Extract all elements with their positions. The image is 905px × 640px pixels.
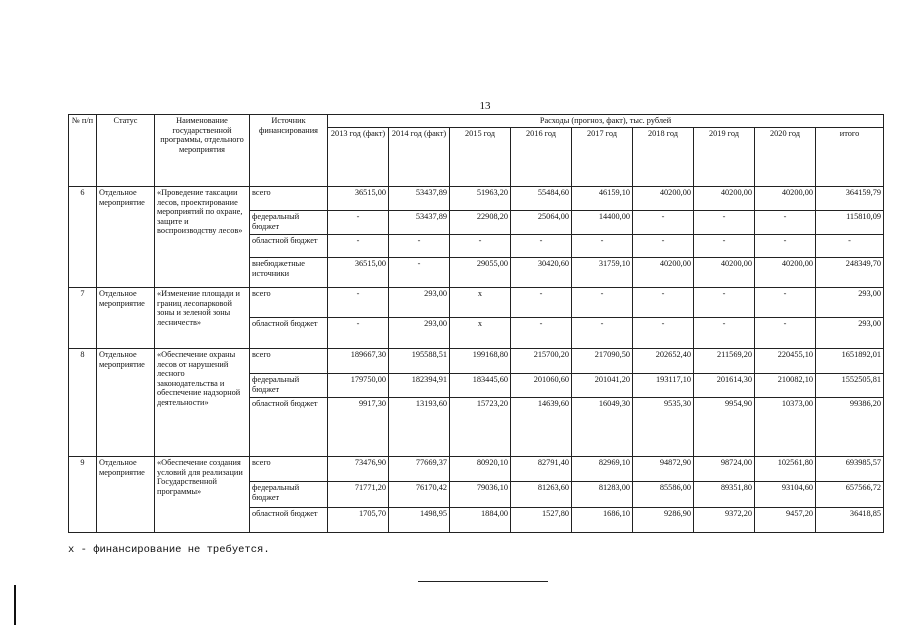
page-number: 13 xyxy=(479,100,491,112)
row-value: - xyxy=(450,235,511,258)
row-value: 22908,20 xyxy=(450,211,511,235)
row-value: 16049,30 xyxy=(572,398,633,457)
table-row xyxy=(69,187,884,211)
table-row xyxy=(69,288,884,318)
row-value: 40200,00 xyxy=(633,258,694,288)
row-total: 657566,72 xyxy=(816,482,884,508)
row-total: 248349,70 xyxy=(816,258,884,288)
row-source: внебюджетные источники xyxy=(250,258,328,288)
row-value: - xyxy=(755,318,816,349)
row-status: Отдельное мероприятие xyxy=(97,288,155,349)
row-value: 202652,40 xyxy=(633,349,694,374)
row-source: областной бюджет xyxy=(250,318,328,349)
row-value: 10373,00 xyxy=(755,398,816,457)
row-value: 1705,70 xyxy=(328,508,389,533)
row-value: - xyxy=(328,288,389,318)
row-value: - xyxy=(633,288,694,318)
row-value: - xyxy=(572,318,633,349)
row-value: 82791,40 xyxy=(511,457,572,482)
row-total: 364159,79 xyxy=(816,187,884,211)
row-value: 51963,20 xyxy=(450,187,511,211)
row-value: 40200,00 xyxy=(755,187,816,211)
row-value: 31759,10 xyxy=(572,258,633,288)
row-value: 182394,91 xyxy=(389,374,450,398)
row-value: 76170,42 xyxy=(389,482,450,508)
row-value: - xyxy=(694,211,755,235)
row-value: 1884,00 xyxy=(450,508,511,533)
row-num: 8 xyxy=(69,349,97,457)
row-value: - xyxy=(389,258,450,288)
row-value: 53437,89 xyxy=(389,187,450,211)
row-value: 102561,80 xyxy=(755,457,816,482)
row-source: федеральный бюджет xyxy=(250,374,328,398)
margin-mark xyxy=(14,585,16,625)
row-value: 93104,60 xyxy=(755,482,816,508)
row-total: 36418,85 xyxy=(816,508,884,533)
header-year: 2019 год xyxy=(694,128,755,187)
row-value: - xyxy=(755,211,816,235)
row-value: 14400,00 xyxy=(572,211,633,235)
row-source: областной бюджет xyxy=(250,235,328,258)
row-value: 9286,90 xyxy=(633,508,694,533)
row-total: 99386,20 xyxy=(816,398,884,457)
row-source: федеральный бюджет xyxy=(250,482,328,508)
row-value: 36515,00 xyxy=(328,187,389,211)
row-status: Отдельное мероприятие xyxy=(97,187,155,288)
header-year: 2015 год xyxy=(450,128,511,187)
row-value: 14639,60 xyxy=(511,398,572,457)
row-status: Отдельное мероприятие xyxy=(97,349,155,457)
row-value: 29055,00 xyxy=(450,258,511,288)
row-value: 199168,80 xyxy=(450,349,511,374)
row-value: 179750,00 xyxy=(328,374,389,398)
header-total: итого xyxy=(816,128,884,187)
row-value: 81263,60 xyxy=(511,482,572,508)
header-year: 2018 год xyxy=(633,128,694,187)
row-name: «Изменение площади и границ лесопарковой зоны и зеленой зоны лесничеств» xyxy=(155,288,250,349)
footnote: х - финансирование не требуется. xyxy=(68,544,270,556)
row-value: 40200,00 xyxy=(694,187,755,211)
row-value: - xyxy=(328,235,389,258)
row-total: 1651892,01 xyxy=(816,349,884,374)
row-value: 9372,20 xyxy=(694,508,755,533)
header-num: № п/п xyxy=(69,115,97,187)
row-value: 79036,10 xyxy=(450,482,511,508)
row-value: - xyxy=(572,288,633,318)
row-value: 211569,20 xyxy=(694,349,755,374)
row-value: - xyxy=(328,318,389,349)
row-value: 46159,10 xyxy=(572,187,633,211)
row-value: 9917,30 xyxy=(328,398,389,457)
row-value: - xyxy=(694,288,755,318)
end-divider xyxy=(418,581,548,582)
row-value: 36515,00 xyxy=(328,258,389,288)
header-name: Наименование государственной программы, отдельного мероприятия xyxy=(155,115,250,187)
row-value: 25064,00 xyxy=(511,211,572,235)
row-value: 71771,20 xyxy=(328,482,389,508)
row-value: 53437,89 xyxy=(389,211,450,235)
row-value: 1527,80 xyxy=(511,508,572,533)
row-value: 81283,00 xyxy=(572,482,633,508)
row-value: 40200,00 xyxy=(633,187,694,211)
row-source: всего xyxy=(250,349,328,374)
row-source: всего xyxy=(250,457,328,482)
row-source: всего xyxy=(250,187,328,211)
row-num: 9 xyxy=(69,457,97,533)
row-value: - xyxy=(755,235,816,258)
row-value: 15723,20 xyxy=(450,398,511,457)
row-value: - xyxy=(694,235,755,258)
row-source: областной бюджет xyxy=(250,508,328,533)
row-value: 215700,20 xyxy=(511,349,572,374)
row-value: 13193,60 xyxy=(389,398,450,457)
row-value: х xyxy=(450,318,511,349)
row-value: 98724,00 xyxy=(694,457,755,482)
row-value: - xyxy=(694,318,755,349)
row-value: 30420,60 xyxy=(511,258,572,288)
row-value: - xyxy=(633,318,694,349)
row-value: 40200,00 xyxy=(755,258,816,288)
row-value: 220455,10 xyxy=(755,349,816,374)
row-value: - xyxy=(633,235,694,258)
header-year: 2017 год xyxy=(572,128,633,187)
row-value: 293,00 xyxy=(389,318,450,349)
row-value: 40200,00 xyxy=(694,258,755,288)
row-value: 55484,60 xyxy=(511,187,572,211)
row-value: 82969,10 xyxy=(572,457,633,482)
row-value: - xyxy=(511,288,572,318)
row-value: - xyxy=(511,235,572,258)
row-total: 115810,09 xyxy=(816,211,884,235)
row-value: 189667,30 xyxy=(328,349,389,374)
row-value: - xyxy=(755,288,816,318)
row-value: - xyxy=(572,235,633,258)
row-total: 293,00 xyxy=(816,318,884,349)
header-year: 2014 год (факт) xyxy=(389,128,450,187)
header-status: Статус xyxy=(97,115,155,187)
row-value: 201060,60 xyxy=(511,374,572,398)
header-source: Источник финансирования xyxy=(250,115,328,187)
row-value: 210082,10 xyxy=(755,374,816,398)
row-value: 94872,90 xyxy=(633,457,694,482)
header-year: 2016 год xyxy=(511,128,572,187)
row-value: 9535,30 xyxy=(633,398,694,457)
row-value: - xyxy=(511,318,572,349)
row-value: 183445,60 xyxy=(450,374,511,398)
row-value: 201614,30 xyxy=(694,374,755,398)
table-row xyxy=(69,349,884,374)
row-value: 195588,51 xyxy=(389,349,450,374)
row-value: 293,00 xyxy=(389,288,450,318)
row-value: 85586,00 xyxy=(633,482,694,508)
row-total: 693985,57 xyxy=(816,457,884,482)
header-year: 2013 год (факт) xyxy=(328,128,389,187)
row-value: 77669,37 xyxy=(389,457,450,482)
row-value: 9457,20 xyxy=(755,508,816,533)
row-value: 1686,10 xyxy=(572,508,633,533)
row-value: 9954,90 xyxy=(694,398,755,457)
row-name: «Проведение таксации лесов, проектирование мероприятий по охране, защите и воспроизводству лесов» xyxy=(155,187,250,288)
row-name: «Обеспечение охраны лесов от нарушений лесного законодательства и обеспечение надзорной деятельности» xyxy=(155,349,250,457)
header-row xyxy=(69,115,884,128)
budget-table xyxy=(68,114,884,533)
row-num: 7 xyxy=(69,288,97,349)
row-value: - xyxy=(633,211,694,235)
row-value: 89351,80 xyxy=(694,482,755,508)
row-total: - xyxy=(816,235,884,258)
row-value: 201041,20 xyxy=(572,374,633,398)
row-value: 193117,10 xyxy=(633,374,694,398)
row-value: 73476,90 xyxy=(328,457,389,482)
row-num: 6 xyxy=(69,187,97,288)
row-value: х xyxy=(450,288,511,318)
row-source: областной бюджет xyxy=(250,398,328,457)
row-value: - xyxy=(389,235,450,258)
row-source: всего xyxy=(250,288,328,318)
row-value: - xyxy=(328,211,389,235)
row-total: 293,00 xyxy=(816,288,884,318)
row-status: Отдельное мероприятие xyxy=(97,457,155,533)
row-source: федеральный бюджет xyxy=(250,211,328,235)
header-expenses: Расходы (прогноз, факт), тыс. рублей xyxy=(328,115,884,128)
row-value: 217090,50 xyxy=(572,349,633,374)
header-year: 2020 год xyxy=(755,128,816,187)
row-name: «Обеспечение создания условий для реализации Государственной программы» xyxy=(155,457,250,533)
row-value: 1498,95 xyxy=(389,508,450,533)
table-row xyxy=(69,457,884,482)
row-total: 1552505,81 xyxy=(816,374,884,398)
row-value: 80920,10 xyxy=(450,457,511,482)
